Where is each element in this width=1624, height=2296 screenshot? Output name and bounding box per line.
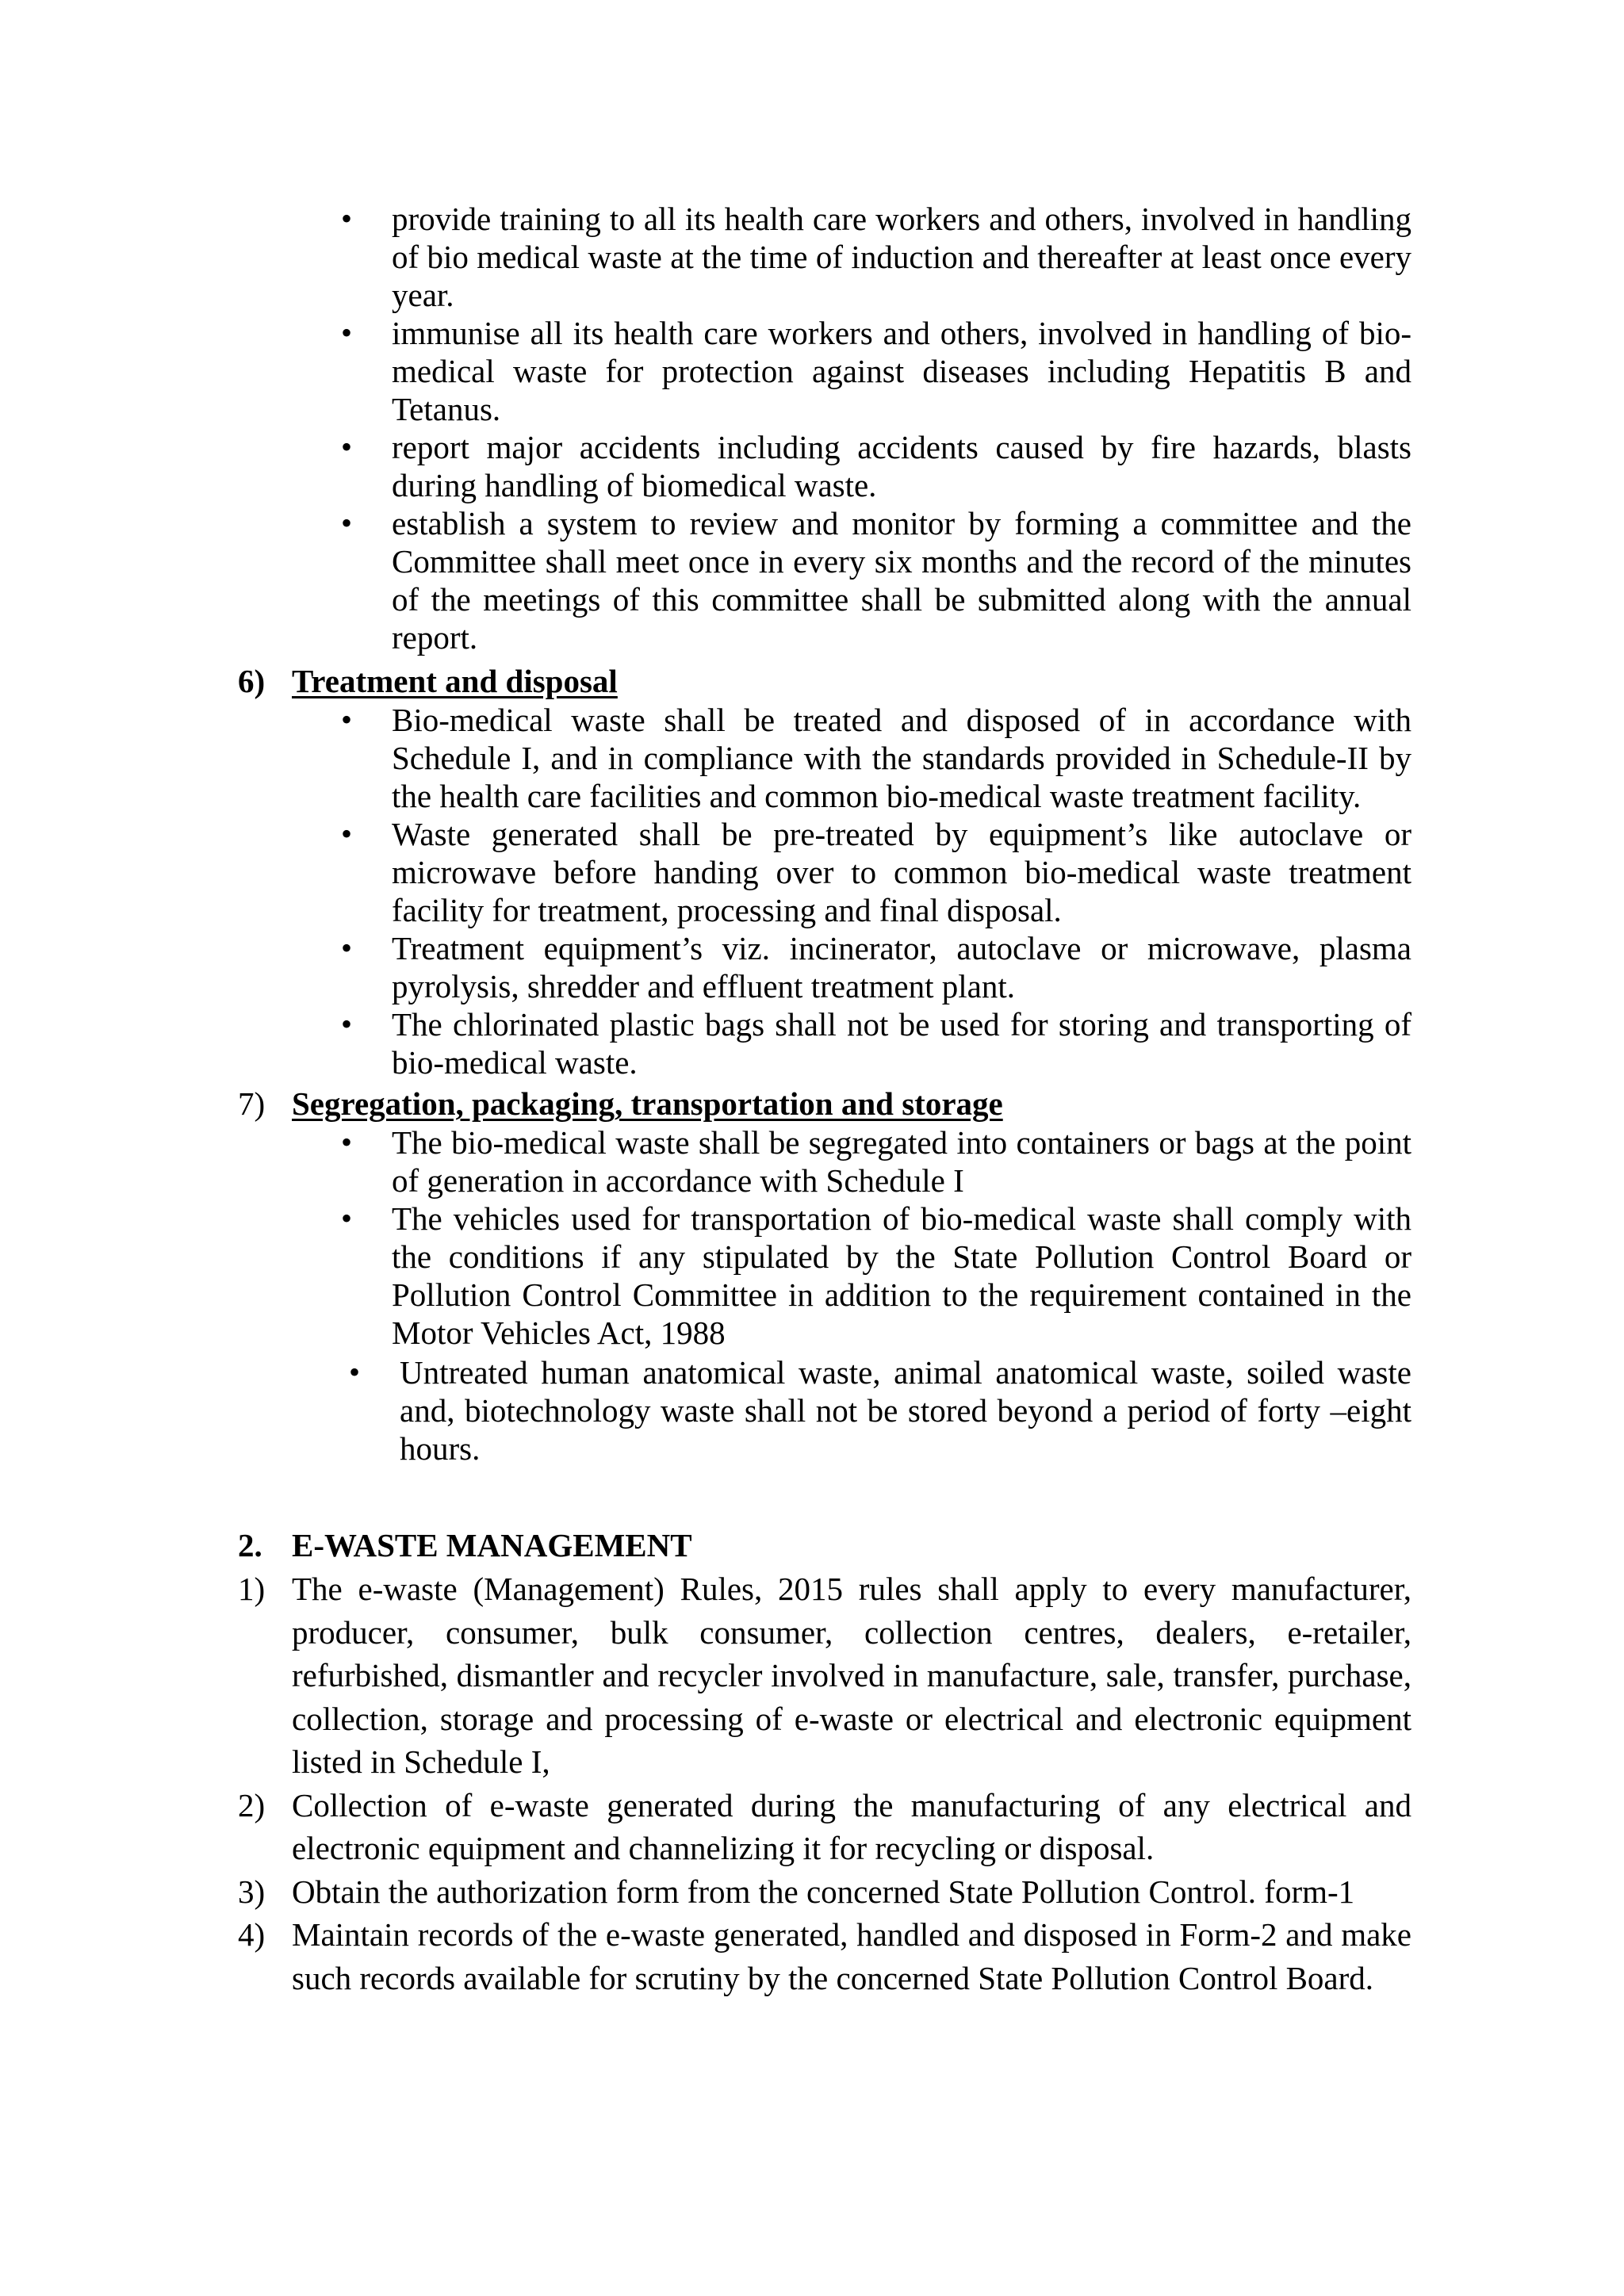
intro-bullet-list: [341, 200, 1411, 656]
list-item: • Untreated human anatomical waste, animal anatomical waste, soiled waste and, biotechnology waste shall not be stored beyond a period of forty –eight hours.: [349, 1353, 1411, 1468]
list-item: • Waste generated shall be pre-treated by equipment’s like autoclave or microwave before handing over to common bio-medical waste treatment facility for treatment, processing and final disposal.: [341, 815, 1411, 929]
list-item: • Treatment equipment’s viz. incinerator, autoclave or microwave, plasma pyrolysis, shredder and effluent treatment plant.: [341, 929, 1411, 1005]
ewaste-heading-title: E-WASTE MANAGEMENT: [292, 1527, 692, 1563]
list-item: • immunise all its health care workers and others, involved in handling of bio-medical waste for protection against diseases including Hepatitis B and Tetanus.: [341, 314, 1411, 428]
section-6-heading: [238, 662, 618, 700]
ewaste-heading: [238, 1526, 692, 1564]
ewaste-numbered-list: [238, 1567, 1411, 1999]
list-item: • The vehicles used for transportation of bio-medical waste shall comply with the conditions if any stipulated by the State Pollution Control Board or Pollution Control Committee in addition to the requirement contained in the Motor Vehicles Act, 1988: [341, 1200, 1411, 1352]
section-6-title: Treatment and disposal: [292, 663, 618, 699]
list-item-marker: 4): [238, 1916, 266, 1953]
list-item-marker: 1): [238, 1571, 266, 1607]
section-6-bullet-list: [341, 701, 1411, 1081]
section-7-bullet-list: [341, 1123, 1411, 1352]
list-item-text: Obtain the authorization form from the concerned State Pollution Control. form-1: [292, 1873, 1355, 1910]
list-item: • report major accidents including accidents caused by fire hazards, blasts during handling of biomedical waste.: [341, 428, 1411, 504]
list-item: • Bio-medical waste shall be treated and disposed of in accordance with Schedule I, and in compliance with the standards provided in Schedule-II by the health care facilities and common bio-medical waste treatment facility.: [341, 701, 1411, 815]
section-7-number: 7): [238, 1085, 266, 1122]
section-7-heading: [238, 1085, 1003, 1123]
section-6-number: 6): [238, 663, 266, 699]
list-item-text: The e-waste (Management) Rules, 2015 rules shall apply to every manufacturer, producer, consumer, bulk consumer, collection centres, dealers, e-retailer, refurbished, dismantler and recycler involved in manufacture, sale, transfer, purchase, collection, storage and processing of e-waste or electrical and electronic equipment listed in Schedule I,: [292, 1571, 1411, 1780]
list-item: [238, 1567, 1411, 1784]
list-item: • The bio-medical waste shall be segregated into containers or bags at the point of generation in accordance with Schedule I: [341, 1123, 1411, 1200]
ewaste-heading-number: 2.: [238, 1527, 262, 1563]
list-item: [238, 1870, 1411, 1914]
list-item: [238, 1913, 1411, 1999]
section-7-title: Segregation, packaging, transportation and storage: [292, 1085, 1003, 1122]
list-item: • establish a system to review and monitor by forming a committee and the Committee shall meet once in every six months and the record of the minutes of the meetings of this committee shall be submitted along with the annual report.: [341, 504, 1411, 656]
list-item-text: Collection of e-waste generated during the manufacturing of any electrical and electronic equipment and channelizing it for recycling or disposal.: [292, 1786, 1411, 1866]
list-item-text: Maintain records of the e-waste generated, handled and disposed in Form-2 and make such records available for scrutiny by the concerned State Pollution Control Board.: [292, 1916, 1411, 1996]
list-item-marker: 2): [238, 1786, 266, 1823]
list-item: • provide training to all its health care workers and others, involved in handling of bio medical waste at the time of induction and thereafter at least once every year.: [341, 200, 1411, 314]
list-item: • The chlorinated plastic bags shall not be used for storing and transporting of bio-medical waste.: [341, 1005, 1411, 1081]
list-item-marker: 3): [238, 1873, 266, 1910]
list-item: [238, 1784, 1411, 1870]
section-7-bullet-list-continued: [349, 1353, 1411, 1468]
